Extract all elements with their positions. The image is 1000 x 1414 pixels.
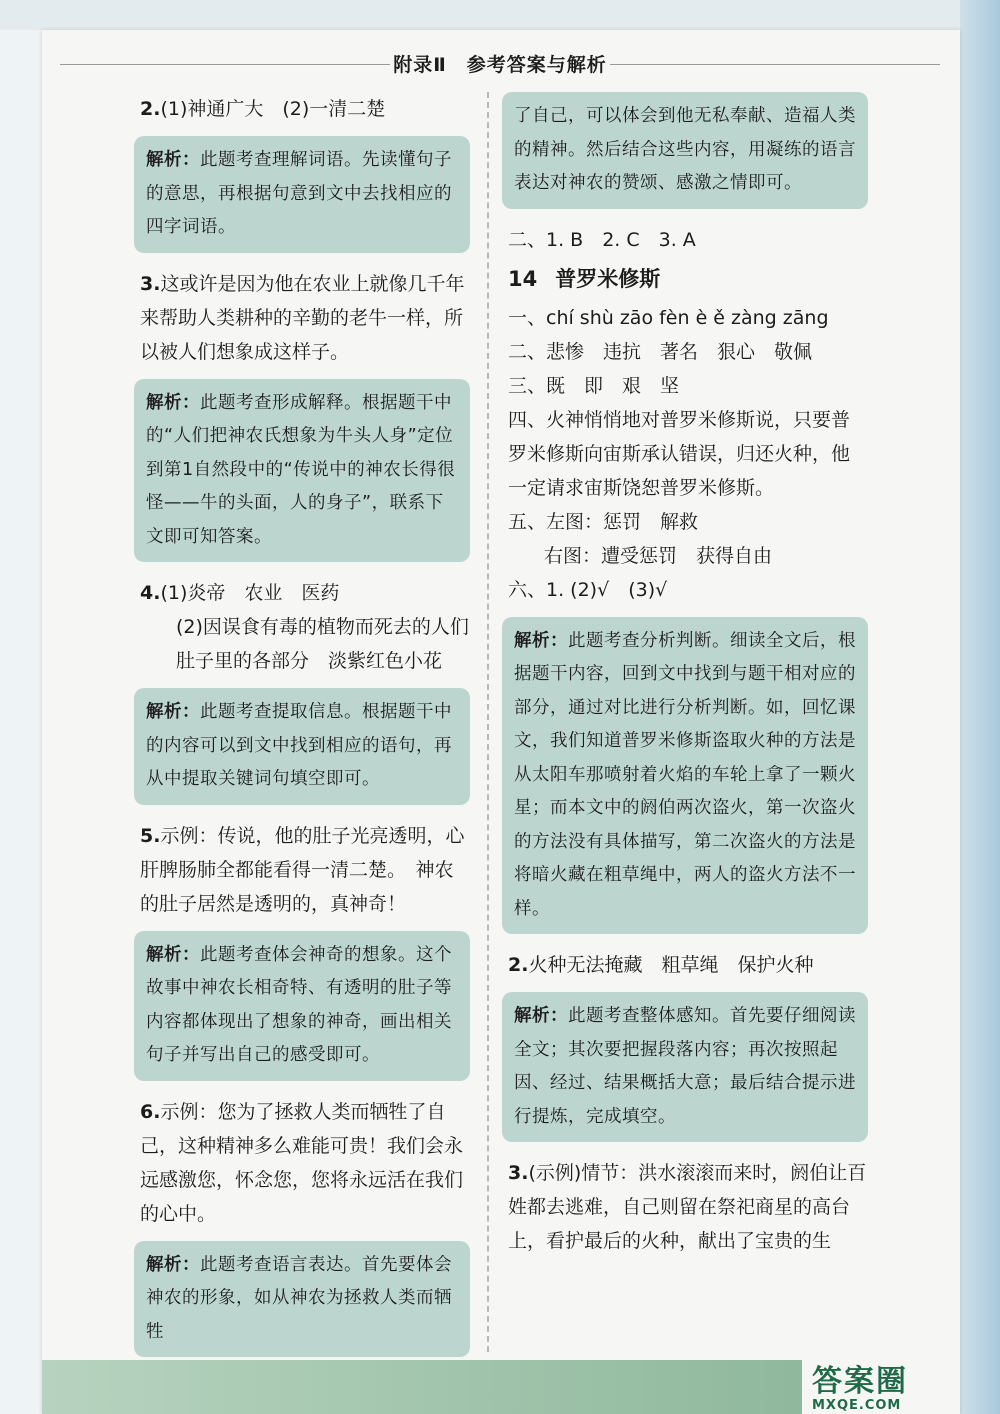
header-title: 附录Ⅱ 参考答案与解析 (393, 54, 607, 76)
analysis-box-judge: 解析：此题考查分析判断。细读全文后，根据题干内容，回到文中找到与题干相对应的部分，通过对比进行分析判断。如，回忆课文，我们知道普罗米修斯盗取火种的方法是从太阳车那喷射着火焰的车轮上拿了一颗火星；而本文中的阏伯两次盗火，第一次盗火的方法没有具体描写，第二次盗火的方法是将暗火藏在粗草绳中，两人的盗火方法不一样。 (502, 617, 868, 935)
lesson-title: 14 普罗米修斯 (508, 266, 661, 291)
answer-3-plot: 3.(示例)情节：洪水滚滚而来时，阏伯让百姓都去逃难，自己则留在祭祀商星的高台上，看护最后的火种，献出了宝贵的生 (508, 1162, 867, 1252)
answer-4: 4.(1)炎帝 农业 医药 (140, 582, 340, 604)
answer-2: 2.(1)神通广大 (2)一清二楚 (140, 98, 386, 120)
answer-6: 6.示例：您为了拯救人类而牺牲了自己，这种精神多么难能可贵！我们会永远感激您，怀念您，您将永远活在我们的心中。 (140, 1100, 464, 1225)
answer-3: 3.这或许是因为他在农业上就像几千年来帮助人类耕种的辛勤的老牛一样，所以被人们想象成这样子。 (140, 272, 465, 363)
answer-4-part3: 肚子里的各部分 淡紫红色小花 (176, 650, 443, 672)
picture-answer-left: 五、左图：惩罚 解救 (508, 510, 699, 533)
page-top-edge (0, 0, 1000, 30)
column-divider (487, 92, 489, 1352)
page-footer-bar (42, 1360, 802, 1414)
answer-5: 5.示例：传说，他的肚子光亮透明，心肝脾肠肺全都能看得一清二楚。 神农的肚子居然是透明的，真神奇！ (140, 824, 465, 915)
page-right-edge (960, 0, 1000, 1414)
header-rule-left (60, 64, 390, 65)
section-2-answers: 二、1. B 2. C 3. A (508, 228, 696, 251)
words-answers: 二、悲惨 违抗 著名 狠心 敬佩 (508, 340, 813, 363)
analysis-box-6: 解析：此题考查语言表达。首先要体会神农的形象，如从神农为拯救人类而牺牲 (134, 1241, 470, 1358)
watermark-logo: 答案圈 (812, 1364, 908, 1399)
rewrite-answer: 四、火神悄悄地对普罗米修斯说，只要普罗米修斯向宙斯承认错误，归还火种，他一定请求宙斯饶恕普罗米修斯。 (508, 408, 851, 499)
pinyin-answers: 一、chí shù zāo fèn è ě zàng zāng (508, 306, 829, 329)
analysis-box-4: 解析：此题考查提取信息。根据题干中的内容可以到文中找到相应的语句，再从中提取关键词句填空即可。 (134, 688, 470, 805)
watermark-url: MXQE.COM (812, 1398, 902, 1413)
judge-answer: 六、1. (2)√ (3)√ (508, 578, 668, 601)
analysis-box-3: 解析：此题考查形成解释。根据题干中的“人们把神农氏想象为牛头人身”定位到第1自然段中的“传说中的神农长得很怪——牛的头面，人的身子”，联系下文即可知答案。 (134, 379, 470, 563)
char-answers: 三、既 即 艰 坚 (508, 374, 680, 397)
answer-2-fire: 2.火种无法掩藏 粗草绳 保护火种 (508, 954, 814, 976)
picture-answer-right: 右图：遭受惩罚 获得自由 (544, 544, 773, 567)
analysis-box-2: 解析：此题考查理解词语。先读懂句子的意思，再根据句意到文中去找相应的四字词语。 (134, 136, 470, 253)
left-column (140, 92, 470, 1371)
page-header (0, 50, 1000, 77)
analysis-box-5: 解析：此题考查体会神奇的想象。这个故事中神农长相奇特、有透明的肚子等内容都体现出了想象的神奇，画出相关句子并写出自己的感受即可。 (134, 931, 470, 1081)
right-column (508, 92, 868, 1258)
answer-4-part2: (2)因误食有毒的植物而死去的人们 (176, 616, 469, 638)
analysis-box-summary: 解析：此题考查整体感知。首先要仔细阅读全文；其次要把握段落内容；再次按照起因、经过、结果概括大意；最后结合提示进行提炼，完成填空。 (502, 992, 868, 1142)
analysis-box-continued: 了自己，可以体会到他无私奉献、造福人类的精神。然后结合这些内容，用凝练的语言表达对神农的赞颂、感激之情即可。 (502, 92, 868, 209)
header-rule-right (610, 64, 940, 65)
